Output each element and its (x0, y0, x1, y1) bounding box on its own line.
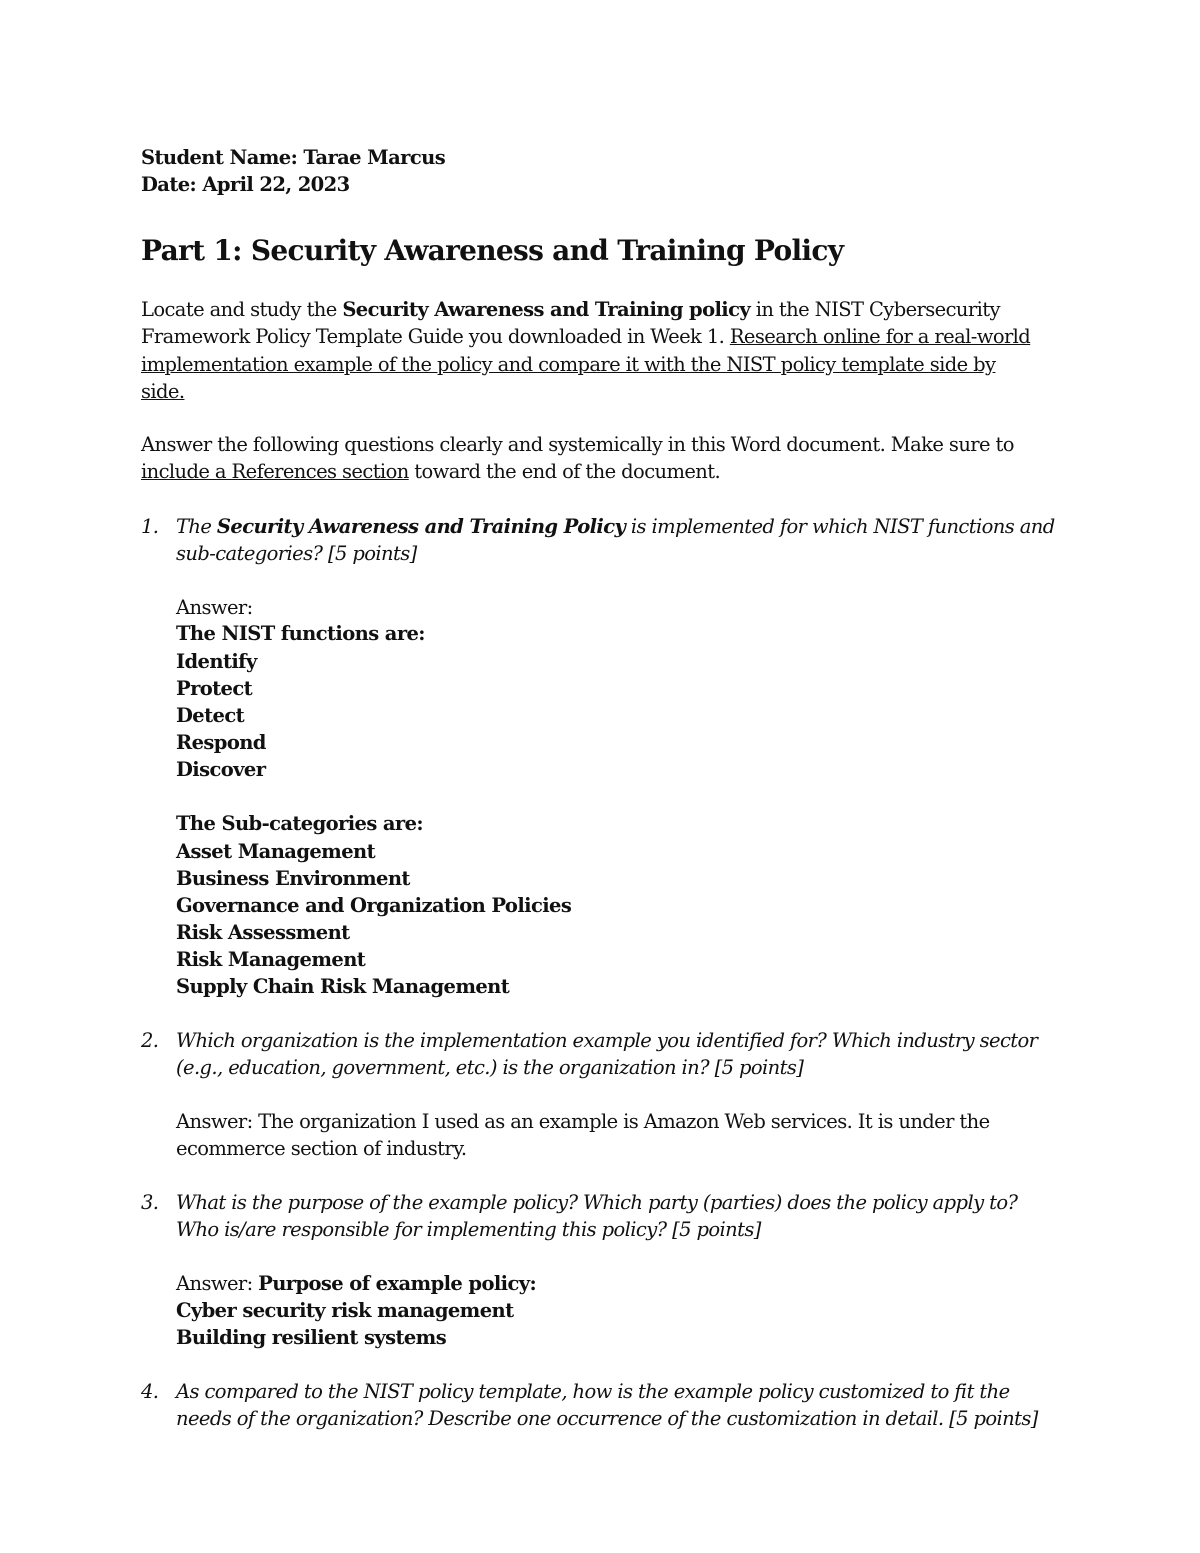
answer-1-label: Answer: (176, 596, 253, 619)
function-item: Protect (176, 677, 253, 700)
answer-3-line-3: Building resilient systems (176, 1326, 447, 1349)
question-1-line-2: sub-categories? [5 points] (176, 542, 417, 565)
date-line: Date: April 22, 2023 (141, 173, 350, 196)
subcategory-item: Business Environment (176, 867, 410, 890)
intro-line-2: Framework Policy Template Guide you downloaded in Week 1. Research online for a real-world (141, 325, 1031, 348)
function-item: Respond (176, 731, 266, 754)
answer-2-line-2: ecommerce section of industry. (176, 1137, 467, 1160)
functions-heading: The NIST functions are: (176, 622, 425, 645)
question-3-line-1: What is the purpose of the example policy? Which party (parties) does the policy apply to? (176, 1191, 1018, 1214)
intro-line-1: Locate and study the Security Awareness and Training policy in the NIST Cybersecurity (141, 298, 1000, 321)
answer-3-line-2: Cyber security risk management (176, 1299, 514, 1322)
subcategory-item: Governance and Organization Policies (176, 894, 572, 917)
question-2-line-2: (e.g., education, government, etc.) is the organization in? [5 points] (176, 1056, 804, 1079)
question-2-number: 2. (141, 1029, 159, 1052)
function-item: Discover (176, 758, 266, 781)
subcategories-heading: The Sub-categories are: (176, 812, 424, 835)
student-name: Student Name: Tarae Marcus (141, 146, 446, 169)
subcategory-item: Risk Management (176, 948, 366, 971)
subcategory-item: Asset Management (176, 840, 375, 863)
question-1-line-1: The Security Awareness and Training Policy is implemented for which NIST functions and (176, 515, 1055, 538)
question-2-line-1: Which organization is the implementation example you identified for? Which industry sector (176, 1029, 1038, 1052)
function-item: Identify (176, 650, 257, 673)
subcategory-item: Risk Assessment (176, 921, 350, 944)
page-title: Part 1: Security Awareness and Training Policy (141, 234, 844, 267)
intro-line-4: side. (141, 380, 185, 403)
question-1-number: 1. (141, 515, 159, 538)
instructions-line-1: Answer the following questions clearly and systemically in this Word document. Make sure to (141, 433, 1014, 456)
answer-3-line-1: Answer: Purpose of example policy: (176, 1272, 537, 1295)
question-3-number: 3. (141, 1191, 159, 1214)
instructions-line-2: include a References section toward the end of the document. (141, 460, 721, 483)
function-item: Detect (176, 704, 245, 727)
question-3-line-2: Who is/are responsible for implementing this policy? [5 points] (176, 1218, 761, 1241)
answer-2-line-1: Answer: The organization I used as an example is Amazon Web services. It is under the (176, 1110, 990, 1133)
question-4-number: 4. (141, 1380, 159, 1403)
intro-line-3: implementation example of the policy and compare it with the NIST policy template side by (141, 353, 996, 376)
question-4-line-1: As compared to the NIST policy template, how is the example policy customized to fit the (176, 1380, 1010, 1403)
subcategory-item: Supply Chain Risk Management (176, 975, 510, 998)
question-4-line-2: needs of the organization? Describe one occurrence of the customization in detail. [5 points] (176, 1407, 1038, 1430)
